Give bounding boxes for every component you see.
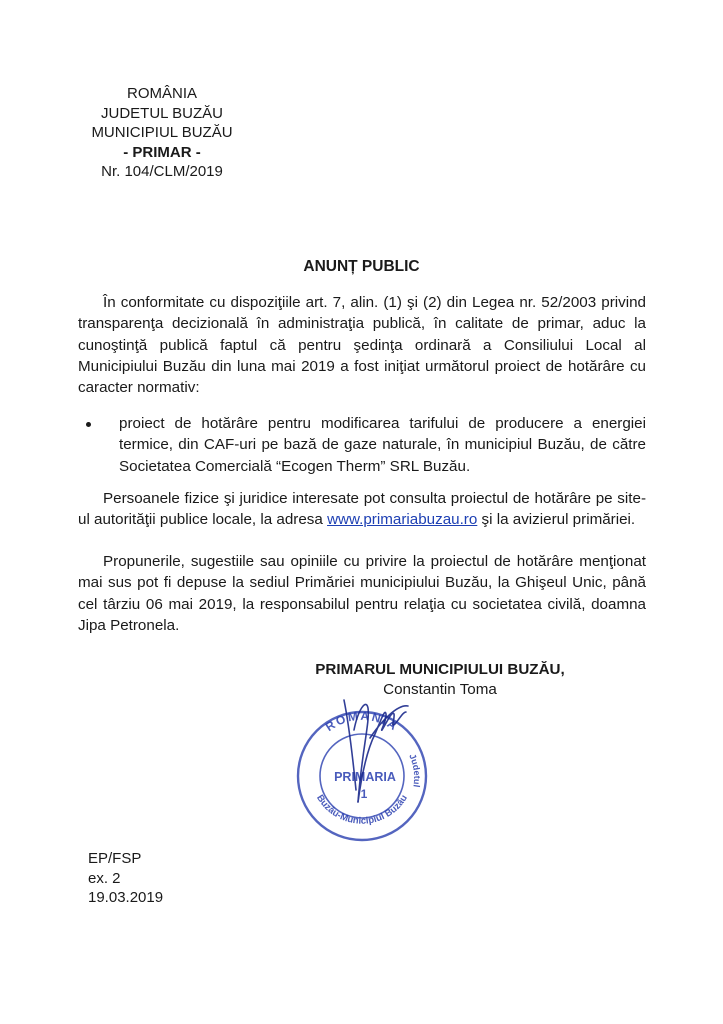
stamp-right-text: Judetul xyxy=(407,752,423,788)
stamp-bottom-text: Buzău-Municipiul Buzău xyxy=(314,792,410,827)
header-registration-number: Nr. 104/CLM/2019 xyxy=(101,163,223,180)
intro-paragraph xyxy=(78,292,646,398)
signatory-title: PRIMARUL MUNICIPIULUI BUZĂU, xyxy=(315,661,565,678)
footer-copies: ex. 2 xyxy=(88,869,121,887)
proposals-paragraph-text: Propunerile, sugestiile sau opiniile cu privire la proiectul de hotărâre menţionat mai sus pot fi depuse la sediul Primăriei municipiului Buzău, la Ghişeul Unic, până cel târziu 06 mai 2019, la responsabilul pentru relaţia cu societatea civilă, doamna Jipa Petronela. xyxy=(78,553,646,634)
stamp-top-text: ROMANIA xyxy=(322,708,402,735)
header-office: - PRIMAR - xyxy=(123,143,201,161)
header-country: ROMÂNIA xyxy=(126,85,197,102)
footer-block xyxy=(88,849,163,908)
website-link[interactable]: www.primariabuzau.ro xyxy=(327,511,478,529)
consult-paragraph-text xyxy=(78,488,646,531)
header-county: JUDETUL BUZĂU xyxy=(101,104,223,122)
bullet-dot-icon xyxy=(86,422,91,427)
bullet-list-item xyxy=(80,413,646,477)
footer-date: 19.03.2019 xyxy=(88,889,164,906)
letterhead xyxy=(76,84,248,182)
bullet-text: proiect de hotărâre pentru modificarea tarifului de producere a energiei termice, din CAF-uri pe bază de gaze naturale, în municipiul Buzău, de către Societatea Comercială “Ecogen Therm” SRL Buzău. xyxy=(119,415,646,475)
official-stamp xyxy=(282,690,442,850)
signatory-name: Constantin Toma xyxy=(383,681,497,698)
intro-paragraph-text: În conformitate cu dispoziţiile art. 7, alin. (1) şi (2) din Legea nr. 52/2003 privind transparenţa decizională în administraţia publică, în calitate de primar, aduc la cunoştinţă publică faptul că pentru şedinţa ordinară a Consiliului Local al Municipiului Buzău din luna mai 2019 a fost iniţiat următorul proiect de hotărâre cu caracter normativ: xyxy=(78,294,646,397)
stamp-number: 1 xyxy=(360,787,368,801)
consult-paragraph xyxy=(78,488,646,531)
consult-text-after: şi la avizierul primăriei. xyxy=(477,511,636,529)
stamp-center-text: PRIMARIA xyxy=(334,770,396,784)
document-title: ANUNȚ PUBLIC xyxy=(303,258,420,275)
consult-text-before: Persoanele fizice şi juridice interesate pot consulta proiectul de hotărâre pe site-ul autorităţii publice locale, la adresa xyxy=(78,490,646,529)
footer-initials: EP/FSP xyxy=(88,850,142,867)
header-municipality: MUNICIPIUL BUZĂU xyxy=(91,124,233,141)
proposals-paragraph xyxy=(78,551,646,636)
